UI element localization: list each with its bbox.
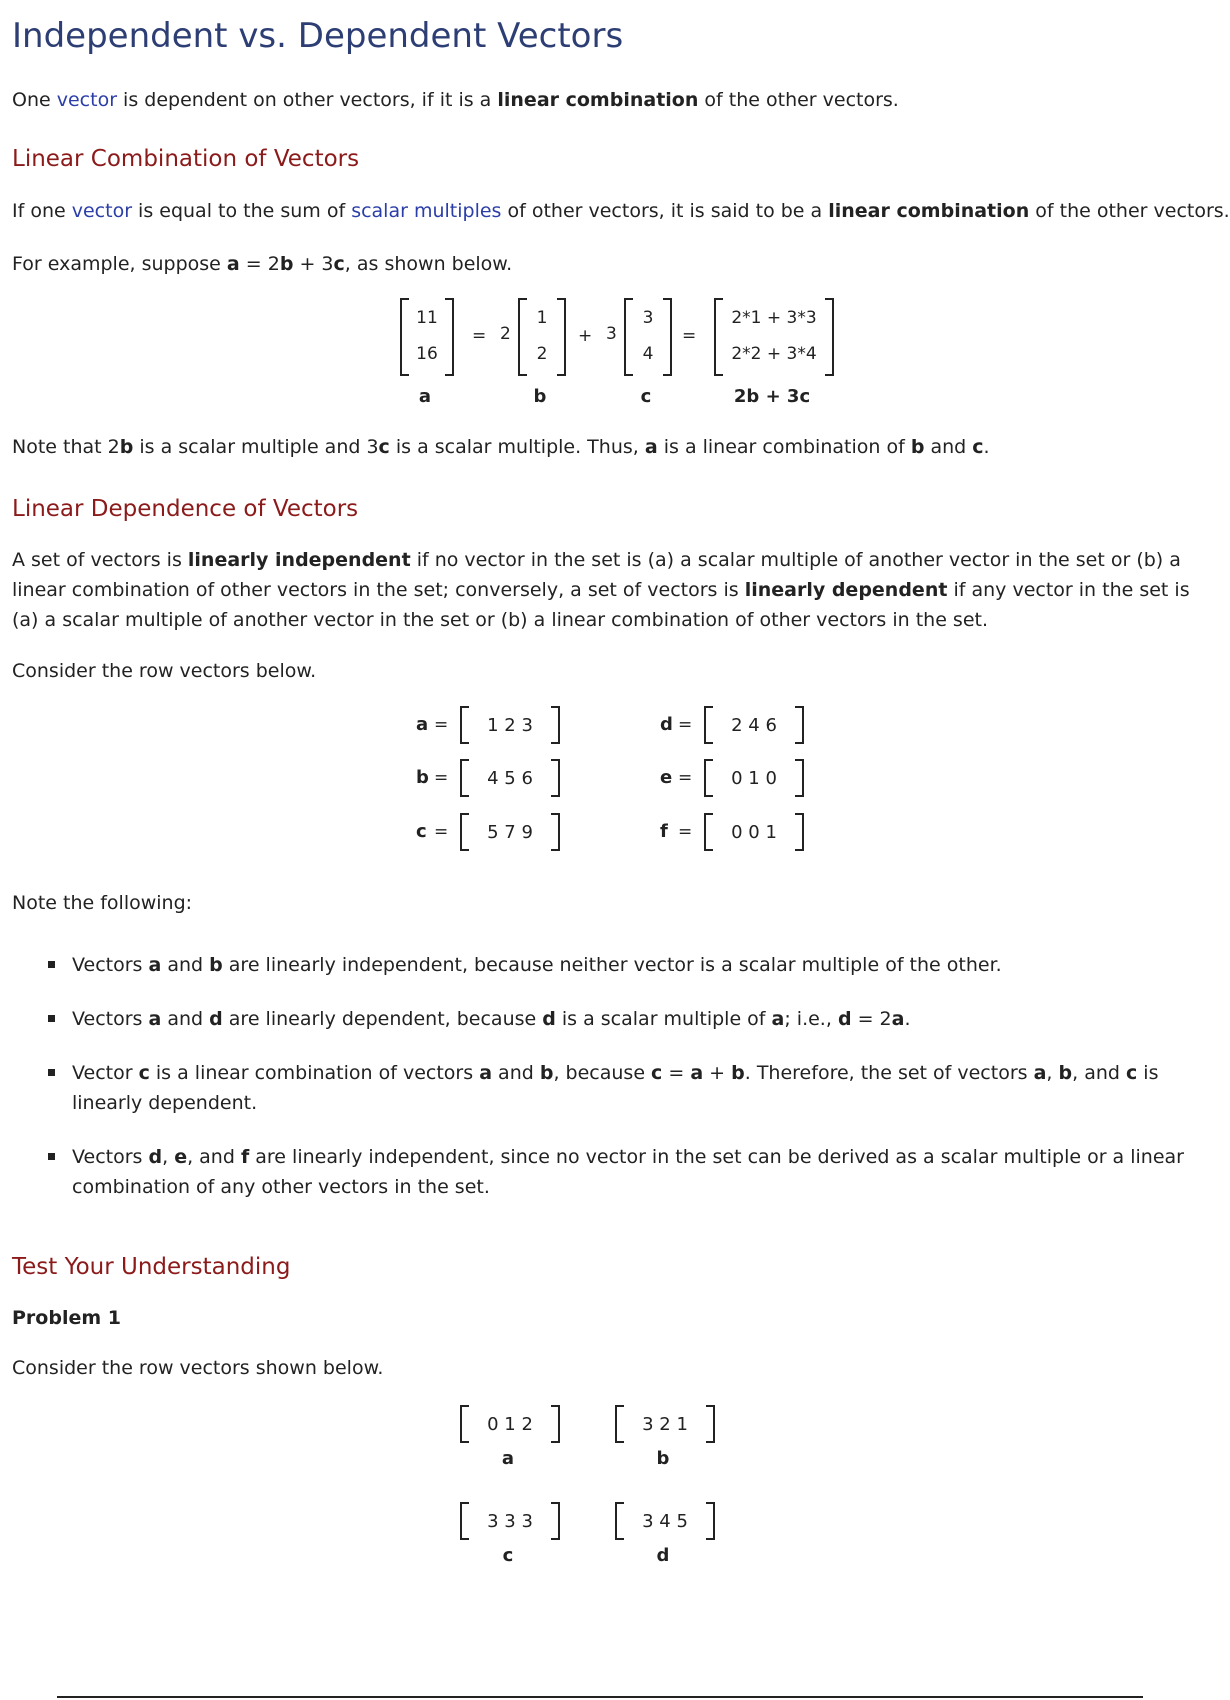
vector-d-values: 2 4 6 [731,714,777,736]
vector-e-name: e [660,767,673,788]
equals-sign-2: = [682,326,697,346]
b1-b6: a [891,1008,905,1030]
b2-b7: a [1033,1062,1047,1084]
b2-b9: c [1126,1062,1138,1084]
b1-t4: is a scalar multiple of [555,1008,772,1030]
b2-t8: , [1046,1062,1059,1084]
matrix-b-cell-2: 2 [536,344,548,364]
list-item [40,1142,1205,1202]
scalar-multiple-note [12,432,990,462]
vector-f-equals: = [678,822,693,842]
dep-text-3: if any vector in the set is (a) a scalar multiple of another vector in the set or (b) a linear combination of other vectors in the set. [12,579,1190,631]
example-paragraph [12,249,512,279]
b0-b2: b [209,954,223,976]
b1-b2: d [209,1008,223,1030]
dep-text-2: if no vector in the set is (a) a scalar multiple of another vector in the set or (b) a linear combination of other vectors in the set; conversely, a set of vectors is [12,549,1181,601]
vector-c-equals: = [434,822,449,842]
note-bold-c-2: c [972,436,984,458]
consider-row-vectors-text: Consider the row vectors below. [12,660,317,682]
b1-t5: ; i.e., [784,1008,838,1030]
problem-vector-b [615,1405,715,1443]
note-text-6: . [983,436,990,458]
vector-e-equals: = [678,768,693,788]
problem-vector-b-values: 3 2 1 [642,1413,688,1435]
coefficient-b: 2 [500,324,511,344]
vector-e-values: 0 1 0 [731,767,777,789]
b2-t5: = [662,1062,691,1084]
b1-b1: a [148,1008,162,1030]
dep-bold-independent: linearly independent [187,549,411,571]
note-bold-a: a [644,436,658,458]
b1-t3: are linearly dependent, because [222,1008,543,1030]
b1-b3: d [542,1008,556,1030]
problem-vector-c [460,1502,560,1540]
linear-dependence-definition [12,545,1207,635]
b1-t6: = 2 [851,1008,892,1030]
b1-t2: and [161,1008,210,1030]
matrix-b [518,298,566,376]
list-item [40,1004,1205,1034]
b2-b4: c [651,1062,663,1084]
note-text-3: is a scalar multiple. Thus, [389,436,645,458]
vector-b [460,759,560,797]
vector-a [460,706,560,744]
def-text-4: of the other vectors. [1029,200,1230,222]
matrix-sum-cell-2: 2*2 + 3*4 [731,344,817,364]
vector-d [704,706,804,744]
matrix-b-cell-1: 1 [536,308,548,328]
b3-t4: are linearly independent, since no vector in the set can be derived as a scalar multiple or a linear combination of any other vectors in the set. [72,1146,1184,1198]
vector-a-name: a [416,714,429,735]
ex-bold-a: a [226,253,240,275]
b3-t3: , and [187,1146,241,1168]
label-b: b [533,386,547,407]
coefficient-c: 3 [606,324,617,344]
note-text-1: Note that 2 [12,436,120,458]
b3-b3: f [240,1146,250,1168]
matrix-c-cell-2: 4 [642,344,654,364]
dep-text-1: A set of vectors is [12,549,188,571]
ex-bold-b: b [279,253,294,275]
bottom-divider [57,1696,1143,1698]
ex-text-1: For example, suppose [12,253,227,275]
problem-intro-text: Consider the row vectors shown below. [12,1357,384,1379]
intro-bold-linear-combination: linear combination [497,89,699,111]
scalar-multiples-link[interactable]: scalar multiples [351,200,502,222]
intro-text-3: of the other vectors. [698,89,899,111]
problem-vector-d [615,1502,715,1540]
b2-t4: , because [553,1062,652,1084]
ex-text-2: = 2 [239,253,280,275]
plus-sign: + [578,326,593,346]
b1-t1: Vectors [72,1008,149,1030]
problem-vector-c-label: c [502,1545,514,1566]
b3-b1: d [148,1146,163,1168]
problem-vector-a-values: 0 1 2 [487,1413,533,1435]
vector-e [704,759,804,797]
matrix-sum-cell-1: 2*1 + 3*3 [731,308,817,328]
matrix-c-cell-1: 3 [642,308,654,328]
note-bold-c: c [378,436,390,458]
vector-a-equals: = [434,715,449,735]
note-text-4: is a linear combination of [657,436,911,458]
def-text-1: If one [12,200,72,222]
page-title: Independent vs. Dependent Vectors [12,16,624,56]
def-text-3: of other vectors, it is said to be a [501,200,829,222]
b2-t2: is a linear combination of vectors [149,1062,480,1084]
b0-b1: a [148,954,162,976]
ex-bold-c: c [333,253,345,275]
b2-b8: b [1058,1062,1073,1084]
vector-a-values: 1 2 3 [487,714,533,736]
problem-vector-d-values: 3 4 5 [642,1510,688,1532]
ex-text-4: , as shown below. [344,253,513,275]
matrix-sum [714,298,834,376]
b2-t9: , and [1072,1062,1126,1084]
b2-b3: b [539,1062,554,1084]
vector-c-values: 5 7 9 [487,821,533,843]
b2-t6: + [703,1062,732,1084]
b2-t7: . Therefore, the set of vectors [744,1062,1034,1084]
label-sum: 2b + 3c [733,386,811,407]
matrix-a-cell-1: 11 [416,308,438,328]
vector-f-values: 0 0 1 [731,821,777,843]
intro-paragraph [12,85,899,115]
vector-link[interactable]: vector [56,89,117,111]
intro-text-1: One [12,89,57,111]
section-heading-test-understanding: Test Your Understanding [12,1254,291,1280]
intro-text-2: is dependent on other vectors, if it is a [117,89,498,111]
ex-text-3: + 3 [293,253,334,275]
vector-f [704,813,804,851]
b2-b1: c [138,1062,150,1084]
problem-vector-d-label: d [656,1545,670,1566]
dep-bold-dependent: linearly dependent [744,579,948,601]
note-following-text: Note the following: [12,892,193,914]
label-a: a [418,386,432,407]
list-item [40,950,1205,980]
section-heading-linear-dependence: Linear Dependence of Vectors [12,496,359,522]
b1-t7: . [904,1008,911,1030]
list-item [40,1058,1205,1118]
vector-b-equals: = [434,768,449,788]
equals-sign-1: = [472,326,487,346]
b2-t3: and [492,1062,540,1084]
b3-t2: , [162,1146,175,1168]
note-text-2: is a scalar multiple and 3 [133,436,379,458]
b1-b5: d [837,1008,852,1030]
matrix-a [400,298,454,376]
vector-b-name: b [416,767,429,788]
b0-t1: Vectors [72,954,149,976]
vector-c-name: c [416,821,427,842]
b2-b2: a [479,1062,493,1084]
problem-label: Problem 1 [12,1307,121,1329]
note-bold-b-2: b [910,436,925,458]
matrix-a-cell-2: 16 [416,344,438,364]
matrix-c [624,298,672,376]
problem-vector-c-values: 3 3 3 [487,1510,533,1532]
problem-vector-a [460,1405,560,1443]
b0-t3: are linearly independent, because neither vector is a scalar multiple of the other. [222,954,1002,976]
b2-t10: is linearly dependent. [72,1062,1159,1114]
note-bold-b: b [119,436,134,458]
vector-b-values: 4 5 6 [487,767,533,789]
vector-link-2[interactable]: vector [71,200,132,222]
b1-b4: a [771,1008,785,1030]
vector-d-name: d [660,714,673,735]
def-text-2: is equal to the sum of [132,200,352,222]
notes-list [40,950,1205,1226]
b2-b5: a [690,1062,704,1084]
note-text-5: and [924,436,973,458]
vector-d-equals: = [678,715,693,735]
vector-c [460,813,560,851]
b0-t2: and [161,954,210,976]
def-bold: linear combination [828,200,1030,222]
vector-f-name: f [660,821,668,842]
label-c: c [640,386,652,407]
b2-t1: Vector [72,1062,139,1084]
section-heading-linear-combination: Linear Combination of Vectors [12,146,360,172]
b3-b2: e [174,1146,188,1168]
linear-combination-definition [12,196,1230,226]
b3-t1: Vectors [72,1146,149,1168]
problem-vector-a-label: a [501,1448,515,1469]
problem-vector-b-label: b [656,1448,670,1469]
b2-b6: b [731,1062,745,1084]
